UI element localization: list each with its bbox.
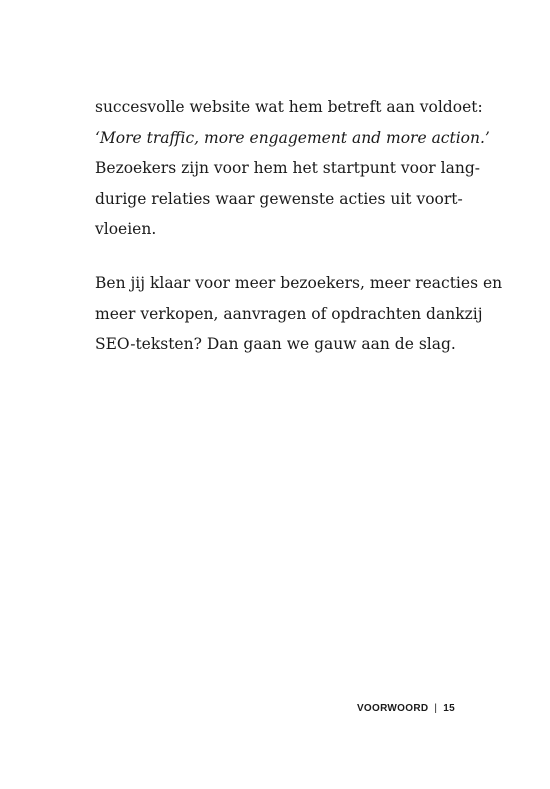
text-line: succesvolle website wat hem betreft aan voldoet: [95, 98, 483, 116]
footer-separator: | [434, 703, 438, 714]
text-line-italic-quote: ‘More traffic, more engagement and more action.’ [95, 128, 490, 147]
text-line: vloeien. [95, 220, 157, 238]
page-number: 15 [443, 703, 455, 714]
text-line: Ben jij klaar voor meer bezoekers, meer reacties en [95, 274, 503, 292]
text-line: meer verkopen, aanvragen of opdrachten dankzij [95, 304, 483, 323]
footer-section-title: VOORWOORD [356, 703, 429, 714]
text-line: durige relaties waar gewenste acties uit voort- [95, 189, 463, 208]
paragraph-1 [95, 92, 490, 245]
text-line: SEO-teksten? Dan gaan we gauw aan de slag. [95, 335, 456, 353]
text-line: Bezoekers zijn voor hem het startpunt voor lang- [95, 159, 480, 177]
running-footer [357, 703, 455, 714]
paragraph-2 [95, 268, 503, 360]
